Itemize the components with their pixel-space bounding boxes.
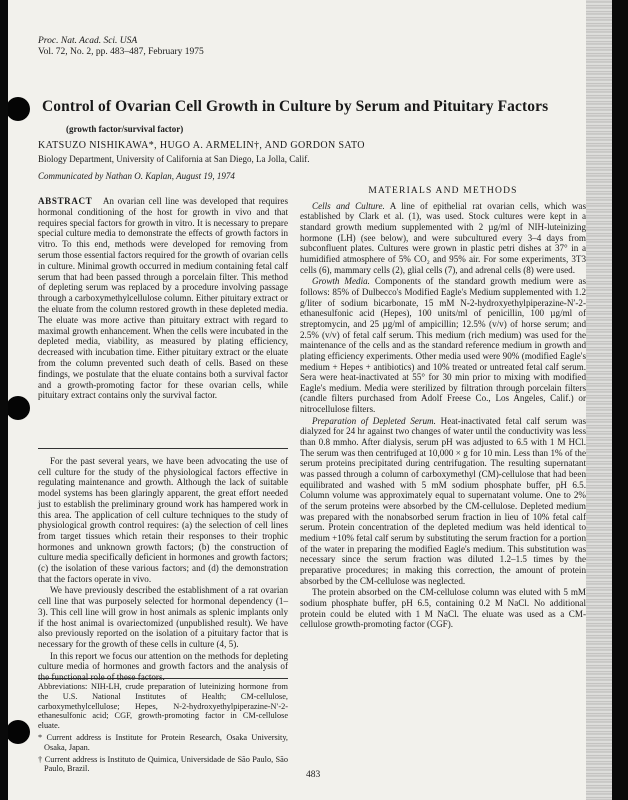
introduction [38,456,288,684]
methods-column [300,186,586,631]
journal-name: Proc. Nat. Acad. Sci. USA [38,36,138,46]
intro-paragraph: For the past several years, we have been advocating the use of cell culture for the study of the physiological factors effective in regulating maintenance and growth. Although the lack of suitable model systems has been glaringly apparent, the great effort needed just to establish the preliminary ground work has hampered work in this area. The application of cell culture techniques to the study of physiological growth control requires: (a) the selection of cell lines from target tissues which retain their responses to their trophic hormones and unknown growth factors; (b) the construction of culture media specifically deficient in hormones and growth factors; (c) the isolation of these various factors; and (d) the demonstration that the factors operate in vivo. [38,456,288,584]
binder-hole [8,720,30,744]
journal-volume: Vol. 72, No. 2, pp. 483–487, February 1975 [38,47,204,57]
growth-subhead: Growth Media. [312,276,370,287]
abstract-label: ABSTRACT [38,196,93,206]
cells-subhead: Cells and Culture. [312,200,385,211]
journal-page [8,0,612,800]
abstract [38,196,288,401]
binder-hole [8,97,30,121]
methods-paragraph [300,416,586,587]
abbreviations-footnote: Abbreviations: NIH-LH, crude preparation of luteinizing hormone from the U.S. National Institutes of Health; CM-cellulose, carboxymethylcellulose; Hepes, N-2-hydroxyethylpiperazine-N′-2-ethanesulfonic acid; CGF, growth-promoting factor in CM-cellulose eluate. [38,682,288,731]
prep-subhead: Preparation of Depleted Serum. [312,415,436,426]
page-edge-stack [586,0,612,800]
prep-text: Heat-inactivated fetal calf serum was dialyzed for 24 hr against two changes of water until the conductivity was less than 0.8 mmho. After dialysis, serum pH was adjusted to 6.5 with 1 M HCl. The serum was then centrifuged at 10,000 × g for 10 min. Less than 1% of the serum proteins precipitated during centrifugation. The resulting supernatant was passed through a column of carboxymethyl (CM)-cellulose that had been equilibrated and washed with 5 mM sodium phosphate buffer, pH 6.5. Column volume was approximately equal to supernatant volume. One to 2% of the serum proteins were absorbed by the CM-cellulose. Depleted medium was prepared with the nonabsorbed serum fraction in lieu of 10% fetal calf serum. Protein concentration of the depleted medium was held identical to medium +10% fetal calf serum by substituting the serum fraction for a portion of the water in preparing the modified Eagle's medium. This substitution was necessary since the serum fraction was diluted 1.2–1.5 times by the preparative procedures; in making this correction, the amount of protein absorbed by the CM-cellulose was neglected. [300,415,586,586]
divider [38,448,288,449]
intro-paragraph: We have previously described the establishment of a rat ovarian cell line that was purposely selected for hormonal dependency (1–3). This cell line will grow in host animals as splenic implants only if the host animal is ovariectomized (unpublished result). We have also previously reported on the isolation of a pituitary factor that is necessary for the growth of these cells in culture (4, 5). [38,585,288,649]
binder-hole [8,396,30,420]
methods-heading: MATERIALS AND METHODS [368,186,518,196]
methods-paragraph [300,276,586,415]
affiliation: Biology Department, University of California at San Diego, La Jolla, Calif. [38,154,310,164]
communicated-by: Communicated by Nathan O. Kaplan, August 19, 1974 [38,171,235,181]
cells-text: A line of epithelial rat ovarian cells, which was established by Clark et al. (1), was used. Stock cultures were kept in a standard growth medium supplemented with 2 µg/ml of NIH-luteinizing hormone (LH) (see below), and were subcultured every 3–4 days from subconfluent plates. Cultures were grown in plastic petri dishes at 37° in a humidified atmosphere of 5% CO₂ and 95% air. For some experiments, 3T3 cells (6), mammary cells (2), glial cells (7), and adrenal cells (8) were used. [300,200,586,275]
methods-paragraph: The protein absorbed on the CM-cellulose column was eluted with 5 mM sodium phosphate buffer, pH 6.5, containing 0.2 M NaCl. No additional protein could be eluted with 1 M NaCl. The eluate was used as a CM-cellulose growth-promoting factor (CGF). [300,587,586,630]
author-list: KATSUZO NISHIKAWA*, HUGO A. ARMELIN†, AND GORDON SATO [38,140,365,151]
footnote-divider [38,678,288,679]
article-keywords: (growth factor/survival factor) [66,124,184,134]
growth-text: Components of the standard growth medium were as follows: 85% of Dulbecco's Modified Eagle's Medium supplemented with 1.2 g/liter of sodium bicarbonate, 15 mM N-2-hydroxyethylpiperazine-N′-2-ethanesulfonic acid (Hepes), 100 units/ml of penicillin, 100 µg/ml of streptomycin, and 25 µg/ml of ampicillin; 12.5% (v/v) of horse serum; and 2.5% (v/v) of fetal calf serum. This medium (rich medium) was used for the maintenance of the cells and as the standard reference medium in growth and plating efficiency experiments. Other media used were 90% (modified Eagle's medium + Hepes + antibiotics) and 10% treated or untreated fetal calf serum. Sera were heat-inactivated at 55° for 30 min prior to mixing with modified Eagle's medium. Media were sterilized by filtration through porcelain filters (candle filters purchased from Adolf Freese Co., Los Angeles, Calif.) or nitrocellulose filters. [300,276,586,415]
article-title: Control of Ovarian Cell Growth in Culture by Serum and Pituitary Factors [42,98,549,115]
abstract-text: An ovarian cell line was developed that requires hormonal conditioning of the host for growth in vivo and that requires special factors for growth in vitro. It is necessary to prepare special culture media to demonstrate the effects of growth factors in vitro. To this end, methods were developed for removing from serum those essential factors required for the growth of ovarian cells in culture. Minimal growth occurred in medium containing fetal calf serum that had been passed through a porcelain filter. This method of depleting serum was replaced by a procedure involving passage through a carboxymethylcellulose column. Either pituitary extract or the eluate from the column restored growth in these depleted media. The eluate was more active than pituitary extract with regard to maximal growth enhancement. When the cells were incubated in the depleted media, viability, as measured by plating efficiency, decreased with incubation time. Either pituitary extract or the eluate from the column prevented such death of cells. Based on these findings, we postulate that the eluate contains both a survival factor and a growth-promoting factor for these ovarian cells, while pituitary extract contains only the survival factor. [38,196,288,401]
methods-paragraph [300,201,586,276]
page-number: 483 [306,770,321,780]
author-footnote-dagger: † Current address is Instituto de Quimica, Universidade de São Paulo, São Paulo, Brazil. [38,754,288,774]
author-footnote-star: * Current address is Institute for Protein Research, Osaka University, Osaka, Japan. [38,732,288,752]
footnotes [38,682,288,776]
intro-paragraph: In this report we focus our attention on the methods for depleting culture media of hormones and growth factors and the analysis of the functional role of these factors. [38,650,288,683]
journal-header [38,36,204,58]
